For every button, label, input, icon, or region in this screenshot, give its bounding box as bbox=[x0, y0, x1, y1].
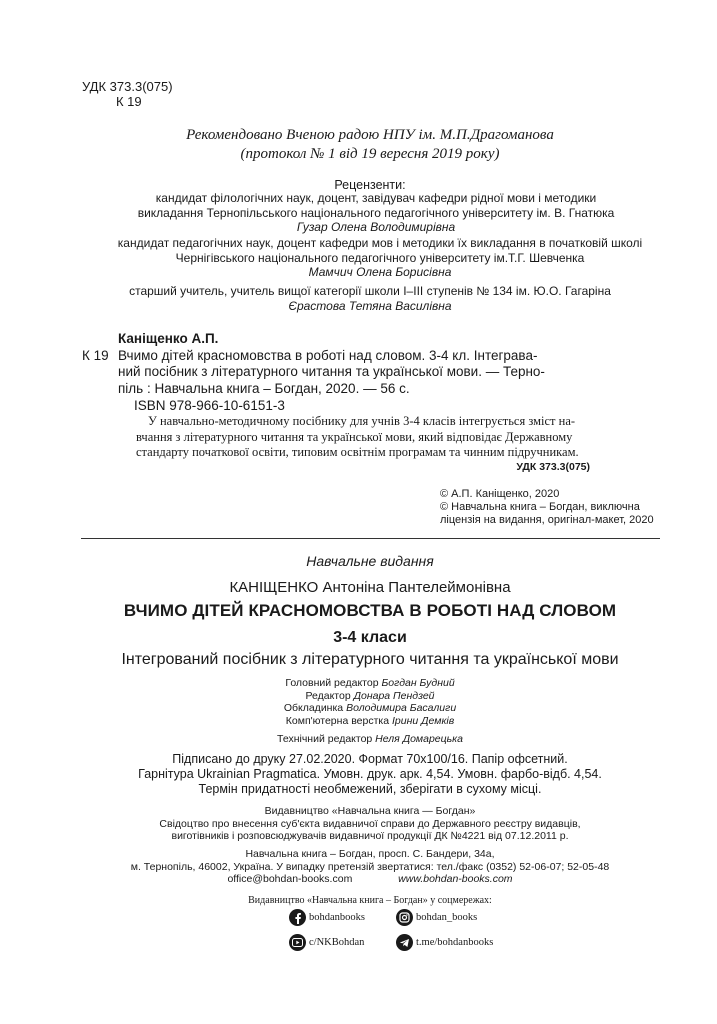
recommendation bbox=[120, 126, 620, 164]
grades: 3-4 класи bbox=[333, 629, 407, 646]
udk-code: УДК 373.3(075) bbox=[82, 79, 173, 94]
facebook-link[interactable] bbox=[289, 909, 365, 926]
author-surname: КАНІЩЕНКО bbox=[229, 579, 319, 596]
reviewer-2-line-2: Чернігівського національного педагогічного університету ім.Т.Г. Шевченка bbox=[175, 250, 585, 265]
biblio-line-3: піль : Навчальна книга – Богдан, 2020. — 56 с. bbox=[118, 380, 410, 396]
instagram-icon bbox=[396, 909, 413, 926]
instagram-link[interactable] bbox=[396, 909, 477, 926]
chief-editor-name: Богдан Будний bbox=[381, 677, 455, 689]
biblio-line-1: Вчимо дітей красномовства в роботі над словом. 3-4 кл. Інтеграва- bbox=[118, 347, 538, 363]
layout-name: Ірини Демків bbox=[392, 714, 455, 727]
annotation-line-2: вчання з літературного читання та української мови, який відповідає Державному bbox=[136, 429, 573, 444]
tech-editor-name: Неля Домарецька bbox=[375, 733, 463, 745]
k-code: К 19 bbox=[116, 94, 142, 109]
annotation-line-3: стандарту початкової освіти, типовим освітнім програмам та чинним підручникам. bbox=[136, 445, 579, 459]
reviewer-2 bbox=[70, 236, 690, 280]
copyright bbox=[440, 488, 690, 527]
editor-label: Редактор bbox=[305, 689, 351, 702]
print-info-line-2: Гарнітура Ukrainian Pragmatica. Умовн. друк. арк. 4,54. Умовн. фарбо-відб. 4,54. bbox=[138, 767, 602, 781]
cover-name: Володимира Басалиги bbox=[346, 702, 457, 714]
biblio-k-code: К 19 bbox=[82, 347, 109, 363]
telegram-handle: t.me/bohdanbooks bbox=[416, 937, 494, 948]
copyright-line-1: © А.П. Каніщенко, 2020 bbox=[440, 488, 560, 500]
address-line-1: Навчальна книга – Богдан, просп. С. Бандери, 34а, bbox=[245, 848, 495, 860]
staff-credits bbox=[200, 677, 540, 746]
reviewer-1-line-1: кандидат філологічних наук, доцент, завідувач кафедри рідної мови і методики bbox=[155, 191, 597, 205]
reviewer-3 bbox=[90, 284, 650, 313]
chief-editor-label: Головний редактор bbox=[285, 677, 379, 689]
reviewer-2-line-1: кандидат педагогічних наук, доцент кафедри мов і методики їх викладання в початковій школі bbox=[117, 236, 643, 250]
website-link[interactable]: www.bohdan-books.com bbox=[398, 873, 513, 885]
layout-designer bbox=[200, 715, 540, 728]
author-given-name: Антоніна Пантелеймонівна bbox=[322, 579, 511, 596]
editor-name: Донара Пендзей bbox=[353, 689, 435, 702]
print-info-line-1: Підписано до друку 27.02.2020. Формат 70х100/16. Папір офсетний. bbox=[172, 752, 568, 766]
youtube-link[interactable] bbox=[289, 934, 364, 951]
chief-editor bbox=[200, 677, 540, 690]
publisher-line-3: виготівників і розповсюджувачів видавничої продукції ДК №4221 від 07.12.2011 р. bbox=[171, 830, 569, 842]
publisher-info bbox=[60, 805, 680, 843]
facebook-handle: bohdanbooks bbox=[309, 912, 365, 923]
publisher-address bbox=[60, 848, 680, 886]
instagram-handle: bohdan_books bbox=[416, 912, 478, 923]
annotation-line-1: У навчально-методичному посібнику для учнів 3-4 класів інтегрується зміст на- bbox=[148, 414, 576, 428]
technical-editor bbox=[200, 733, 540, 746]
editor bbox=[200, 690, 540, 703]
telegram-link[interactable] bbox=[396, 934, 493, 951]
recommendation-line-2: (протокол № 1 від 19 вересня 2019 року) bbox=[240, 146, 500, 162]
tech-editor-label: Технічний редактор bbox=[277, 733, 373, 745]
contacts-line bbox=[60, 873, 680, 886]
publisher-line-1: Видавництво «Навчальна книга — Богдан» bbox=[264, 805, 476, 817]
book-subtitle: Інтегрований посібник з літературного читання та української мови bbox=[121, 651, 619, 668]
reviewer-1-name: Гузар Олена Володимирівна bbox=[296, 220, 456, 234]
reviewer-3-name: Єрастова Тетяна Василівна bbox=[288, 298, 452, 313]
reviewers-title: Рецензенти: bbox=[334, 178, 406, 192]
biblio-line-2: ний посібник з літературного читання та української мови. — Терно- bbox=[118, 364, 545, 379]
reviewer-3-line-1: старший учитель, учитель вищої категорії школи І–ІІІ ступенів № 134 ім. Ю.О. Гагаріна bbox=[129, 284, 611, 298]
reviewer-1-line-2: викладання Тернопільського національного педагогічного університету ім. В. Гнатюка bbox=[137, 205, 615, 220]
facebook-icon bbox=[289, 909, 306, 926]
publisher-line-2: Свідоцтво про внесення суб'єкта видавничої справи до Державного реєстру видавців, bbox=[159, 817, 581, 830]
book-title: ВЧИМО ДІТЕЙ КРАСНОМОВСТВА В РОБОТІ НАД СЛОВОМ bbox=[123, 601, 617, 620]
annotation bbox=[136, 414, 602, 461]
address-line-2: м. Тернопіль, 46002, Україна. У випадку претензій звертатися: тел./факс (0352) 52-06-07; 52-05-48 bbox=[130, 860, 610, 873]
copyright-line-3: ліцензія на видання, оригінал-макет, 2020 bbox=[440, 514, 654, 526]
edition-type: Навчальне видання bbox=[306, 553, 434, 569]
print-info bbox=[100, 752, 640, 797]
cover-label: Обкладинка bbox=[283, 702, 344, 714]
bibliographic-record bbox=[82, 331, 612, 415]
reviewer-2-name: Мамчич Олена Борисівна bbox=[308, 265, 452, 279]
imprint-author bbox=[80, 579, 660, 596]
cover-designer bbox=[200, 702, 540, 715]
biblio-udk: УДК 373.3(075) bbox=[516, 461, 590, 473]
layout-label: Комп'ютерна верстка bbox=[285, 714, 390, 727]
telegram-icon bbox=[396, 934, 413, 951]
divider bbox=[81, 538, 660, 539]
copyright-line-2: © Навчальна книга – Богдан, виключна bbox=[440, 501, 640, 513]
email-link[interactable]: office@bohdan-books.com bbox=[227, 873, 353, 885]
social-title: Видавництво «Навчальна книга – Богдан» у соцмережах: bbox=[248, 895, 492, 906]
udk-header bbox=[82, 79, 173, 109]
print-info-line-3: Термін придатності необмежений, зберігати в сухому місці. bbox=[198, 782, 542, 796]
biblio-author: Каніщенко А.П. bbox=[118, 331, 219, 346]
recommendation-line-1: Рекомендовано Вченою радою НПУ ім. М.П.Драгоманова bbox=[186, 127, 554, 143]
youtube-icon bbox=[289, 934, 306, 951]
isbn: ISBN 978-966-10-6151-3 bbox=[134, 398, 285, 413]
youtube-handle: c/NKBohdan bbox=[309, 937, 365, 948]
reviewer-1 bbox=[96, 191, 656, 235]
